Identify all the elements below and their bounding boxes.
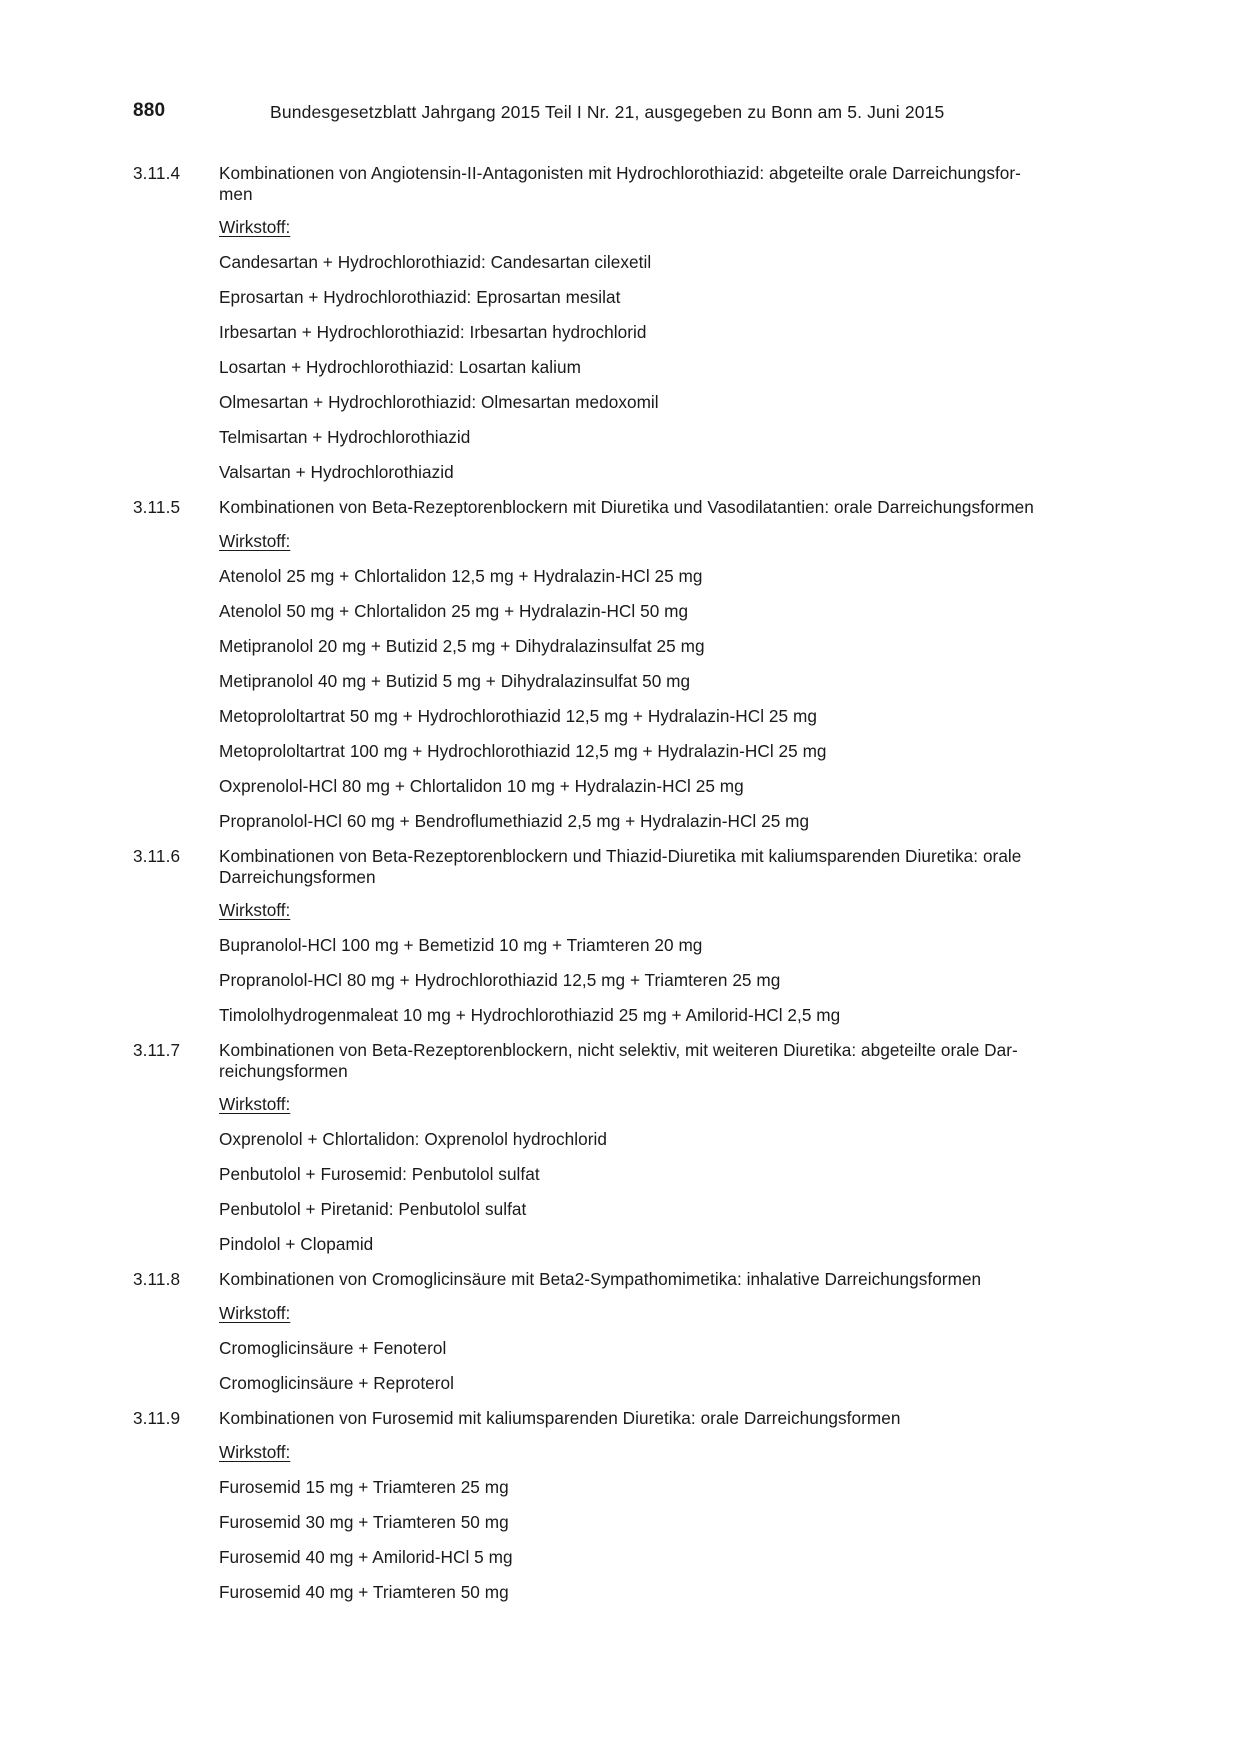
page-number: 880 [133,100,166,121]
page-header [0,100,1241,126]
section-number: 3.11.7 [133,1040,181,1060]
entry-list [219,1094,1113,1255]
section-title: Kombinationen von Angiotensin-II-Antagonisten mit Hydrochlorothiazid: abgeteilte orale Darreichungsfor- men [219,163,1021,204]
list-item: Penbutolol + Piretanid: Penbutolol sulfat [219,1199,527,1219]
list-item: Furosemid 30 mg + Triamteren 50 mg [219,1512,509,1532]
list-item: Cromoglicinsäure + Reproterol [219,1373,455,1393]
list-item: Eprosartan + Hydrochlorothiazid: Eprosartan mesilat [219,287,621,307]
section-heading [133,1408,1113,1430]
section-heading [133,163,1113,205]
list-item: Olmesartan + Hydrochlorothiazid: Olmesartan medoxomil [219,392,659,412]
section-number: 3.11.4 [133,163,181,183]
section-number: 3.11.8 [133,1269,181,1289]
wirkstoff-label: Wirkstoff: [219,217,291,237]
section-3-11-9 [133,1408,1113,1603]
list-item: Metipranolol 20 mg + Butizid 2,5 mg + Dihydralazinsulfat 25 mg [219,636,705,656]
section-3-11-5 [133,497,1113,832]
section-3-11-4 [133,163,1113,483]
list-item: Propranolol-HCl 60 mg + Bendroflumethiazid 2,5 mg + Hydralazin-HCl 25 mg [219,811,810,831]
section-heading [133,497,1113,519]
section-heading [133,1269,1113,1291]
section-3-11-7 [133,1040,1113,1255]
wirkstoff-label: Wirkstoff: [219,1094,291,1114]
wirkstoff-label: Wirkstoff: [219,531,291,551]
section-title: Kombinationen von Beta-Rezeptorenblockern, nicht selektiv, mit weiteren Diuretika: abgeteilte orale Dar- reichungsformen [219,1040,1018,1081]
wirkstoff-label: Wirkstoff: [219,1303,291,1323]
section-number: 3.11.9 [133,1408,181,1428]
section-number: 3.11.5 [133,497,181,517]
list-item: Metoprololtartrat 100 mg + Hydrochlorothiazid 12,5 mg + Hydralazin-HCl 25 mg [219,741,827,761]
list-item: Furosemid 40 mg + Triamteren 50 mg [219,1582,509,1602]
list-item: Candesartan + Hydrochlorothiazid: Candesartan cilexetil [219,252,652,272]
list-item: Timololhydrogenmaleat 10 mg + Hydrochlorothiazid 25 mg + Amilorid-HCl 2,5 mg [219,1005,841,1025]
section-heading [133,846,1113,888]
wirkstoff-label: Wirkstoff: [219,1442,291,1462]
section-3-11-8 [133,1269,1113,1394]
list-item: Valsartan + Hydrochlorothiazid [219,462,454,482]
list-item: Irbesartan + Hydrochlorothiazid: Irbesartan hydrochlorid [219,322,647,342]
list-item: Atenolol 50 mg + Chlortalidon 25 mg + Hydralazin-HCl 50 mg [219,601,689,621]
list-item: Atenolol 25 mg + Chlortalidon 12,5 mg + Hydralazin-HCl 25 mg [219,566,703,586]
list-item: Metipranolol 40 mg + Butizid 5 mg + Dihydralazinsulfat 50 mg [219,671,691,691]
section-number: 3.11.6 [133,846,181,866]
list-item: Furosemid 15 mg + Triamteren 25 mg [219,1477,509,1497]
list-item: Oxprenolol + Chlortalidon: Oxprenolol hydrochlorid [219,1129,607,1149]
entry-list [219,1303,1113,1394]
section-title: Kombinationen von Cromoglicinsäure mit Beta2-Sympathomimetika: inhalative Darreichungsformen [219,1269,982,1289]
wirkstoff-label: Wirkstoff: [219,900,291,920]
entry-list [219,531,1113,832]
list-item: Cromoglicinsäure + Fenoterol [219,1338,447,1358]
entry-list [219,217,1113,483]
list-item: Furosemid 40 mg + Amilorid-HCl 5 mg [219,1547,513,1567]
list-item: Metoprololtartrat 50 mg + Hydrochlorothiazid 12,5 mg + Hydralazin-HCl 25 mg [219,706,817,726]
section-3-11-6 [133,846,1113,1026]
gazette-title: Bundesgesetzblatt Jahrgang 2015 Teil I Nr. 21, ausgegeben zu Bonn am 5. Juni 2015 [270,102,945,122]
list-item: Losartan + Hydrochlorothiazid: Losartan kalium [219,357,581,377]
list-item: Propranolol-HCl 80 mg + Hydrochlorothiazid 12,5 mg + Triamteren 25 mg [219,970,781,990]
list-item: Telmisartan + Hydrochlorothiazid [219,427,471,447]
entry-list [219,1442,1113,1603]
section-title: Kombinationen von Furosemid mit kaliumsparenden Diuretika: orale Darreichungsformen [219,1408,901,1428]
list-item: Pindolol + Clopamid [219,1234,374,1254]
list-item: Penbutolol + Furosemid: Penbutolol sulfat [219,1164,540,1184]
list-item: Oxprenolol-HCl 80 mg + Chlortalidon 10 mg + Hydralazin-HCl 25 mg [219,776,744,796]
entry-list [219,900,1113,1026]
document-body [133,163,1113,1603]
list-item: Bupranolol-HCl 100 mg + Bemetizid 10 mg + Triamteren 20 mg [219,935,703,955]
section-title: Kombinationen von Beta-Rezeptorenblockern und Thiazid-Diuretika mit kaliumsparenden Diuretika: orale Darreichungsformen [219,846,1022,887]
section-title: Kombinationen von Beta-Rezeptorenblockern mit Diuretika und Vasodilatantien: orale Darreichungsformen [219,497,1034,517]
section-heading [133,1040,1113,1082]
